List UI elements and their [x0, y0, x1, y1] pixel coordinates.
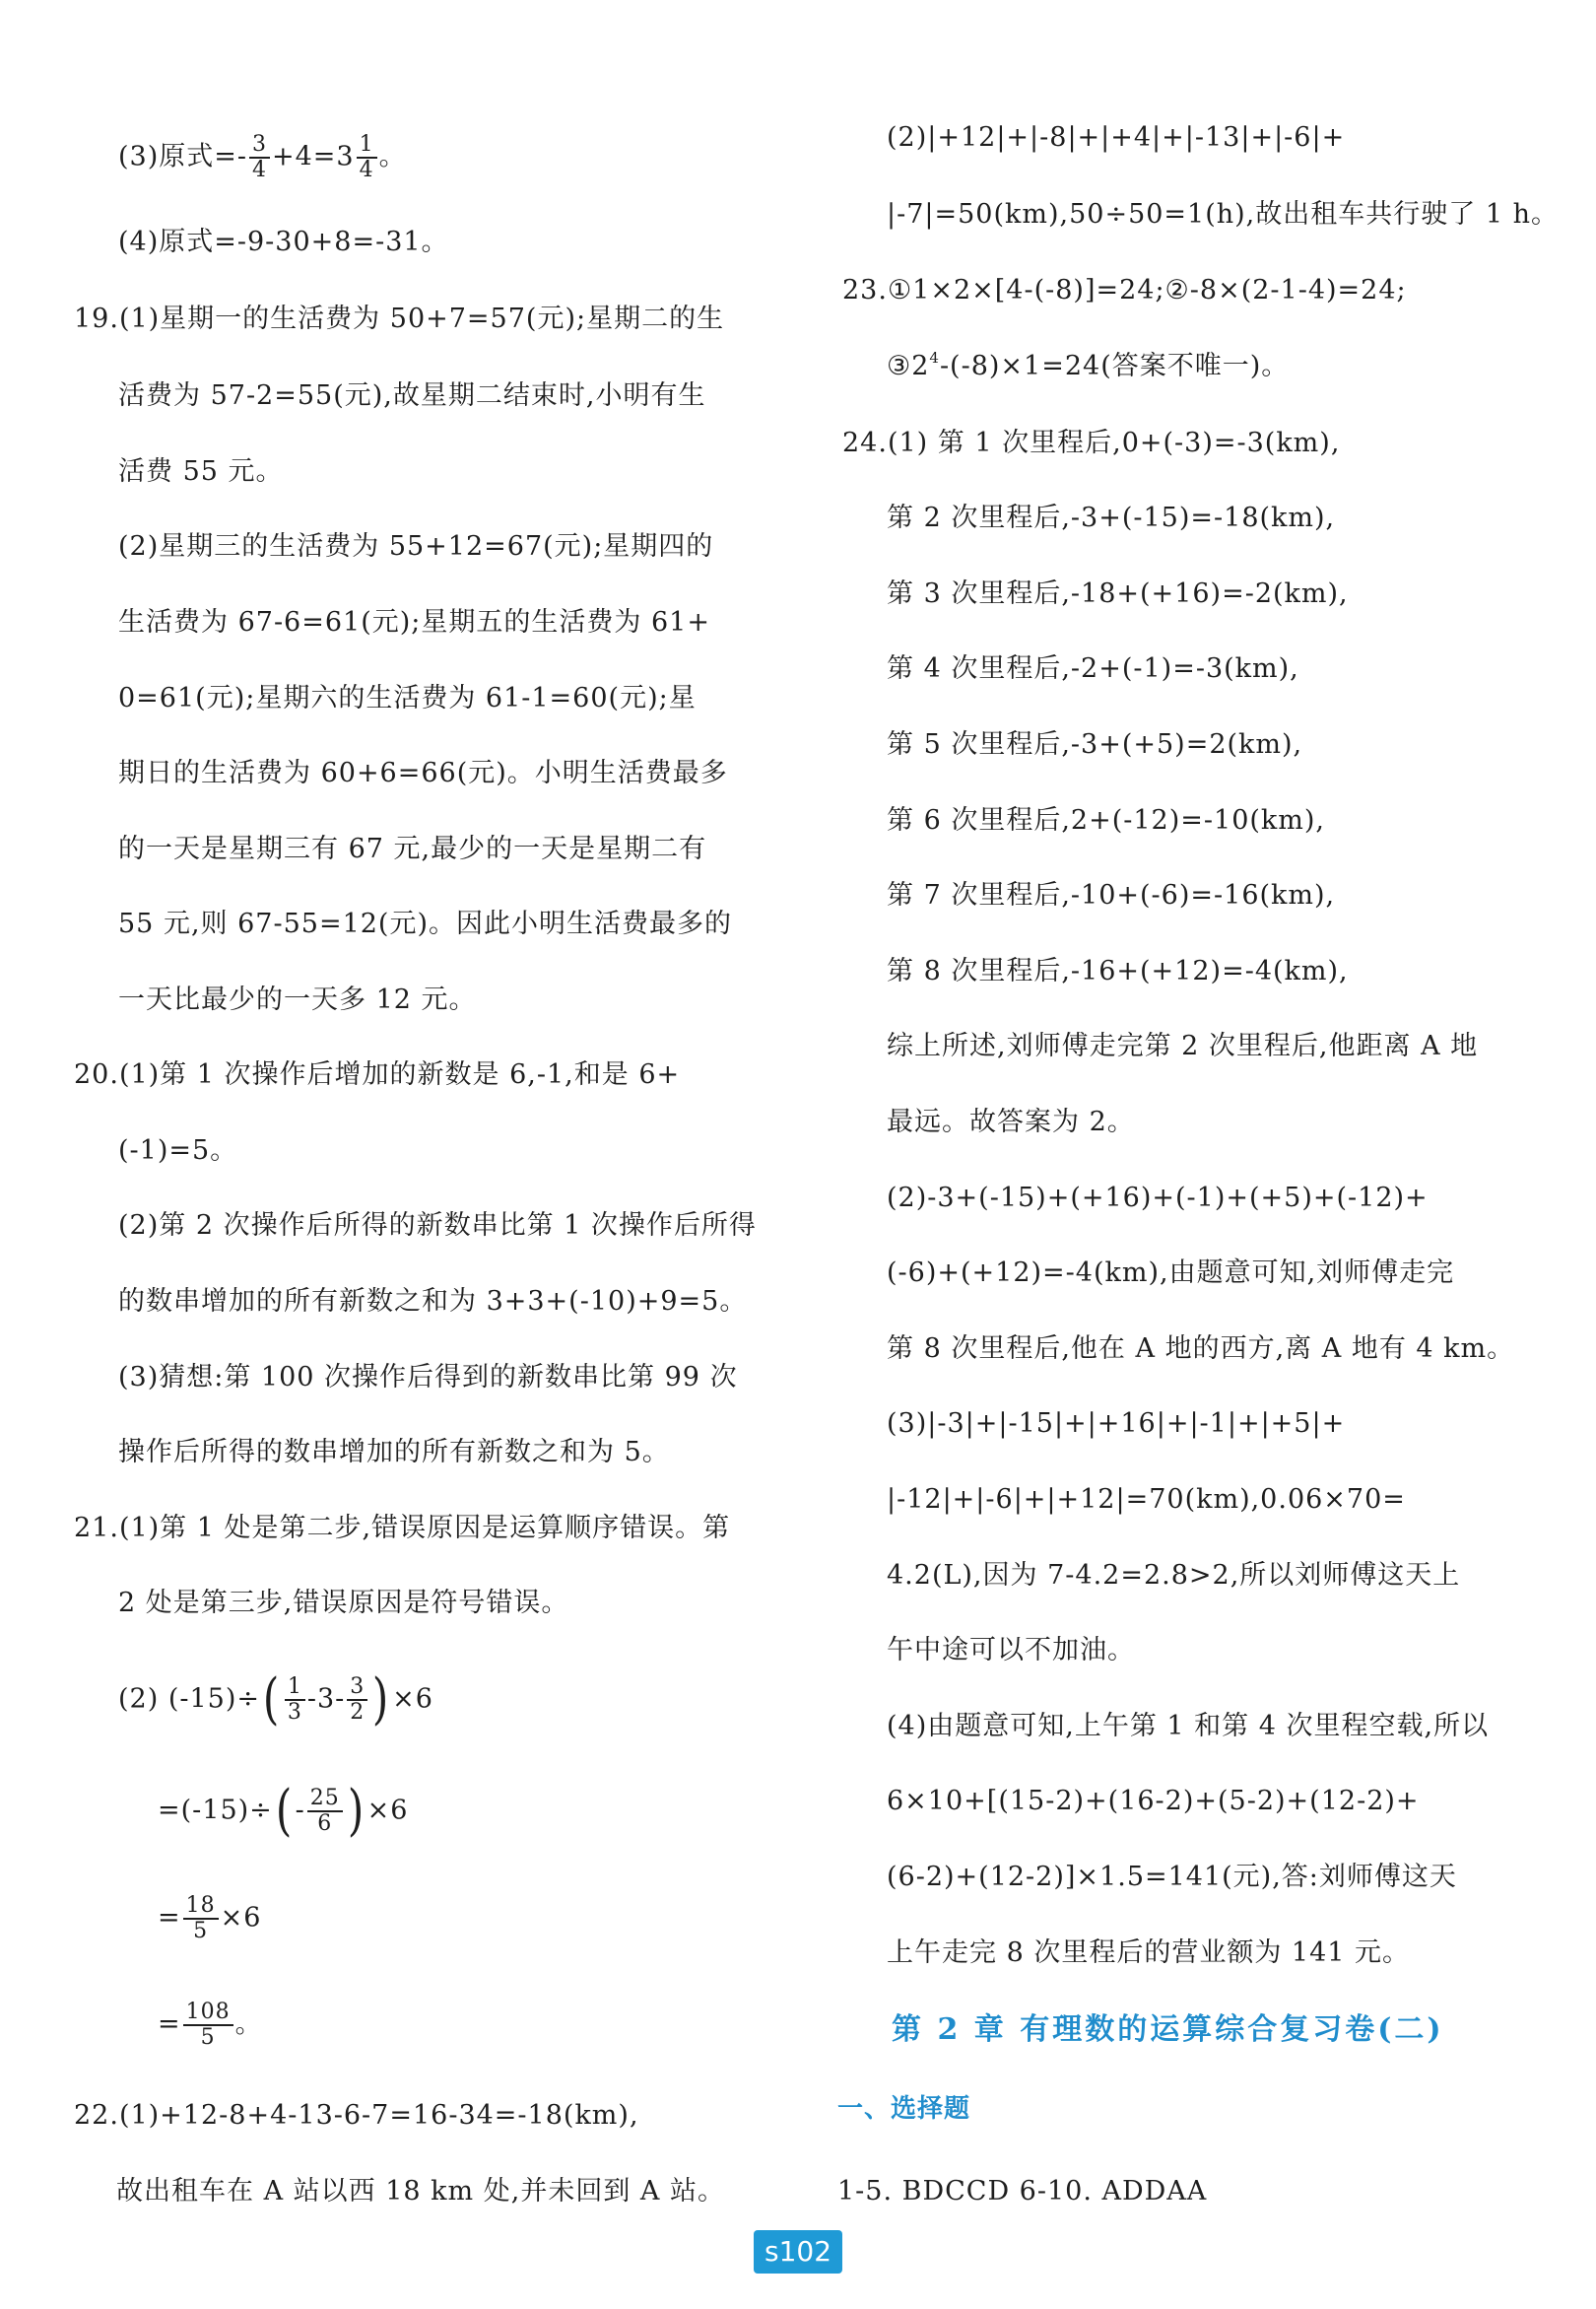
q24-line-15: |-12|+|-6|+|+12|=70(km),0.06×70= — [887, 1484, 1406, 1515]
fraction: $\frac{3}{2}$ — [347, 1675, 367, 1725]
q22-line-3: (2)|+12|+|-8|+|+4|+|-13|+|-6|+ — [887, 122, 1346, 153]
q18-4-line: (4)原式=-9-30+8=-31。 — [118, 227, 449, 257]
q23-line-2: $③2^4-(-8)\times 1=24$(答案不唯一)。 — [887, 349, 1290, 381]
q20-line-1: 20.(1)第 1 次操作后增加的新数是 6,-1,和是 6+ — [74, 1059, 681, 1090]
fraction: $\frac{1}{4}$ — [357, 133, 377, 182]
q24-line-13: 第 8 次里程后,他在 A 地的西方,离 A 地有 4 km。 — [887, 1333, 1515, 1364]
q20-line-3: (2)第 2 次操作后所得的新数串比第 1 次操作后所得 — [118, 1210, 757, 1241]
q22-line-4: |-7|=50(km),50÷50=1(h),故出租车共行驶了 1 h。 — [887, 199, 1559, 230]
fraction: $\frac{25}{6}$ — [307, 1787, 343, 1836]
fraction: $\frac{18}{5}$ — [183, 1894, 219, 1943]
q19-line-8: 的一天是星期三有 67 元,最少的一天是星期二有 — [118, 834, 707, 864]
q23-line-1: 23.①1×2×[4-(-8)]=24;②-8×(2-1-4)=24; — [842, 275, 1407, 306]
q24-line-21: 上午走完 8 次里程后的营业额为 141 元。 — [887, 1937, 1411, 1968]
q24-line-18: (4)由题意可知,上午第 1 和第 4 次里程空载,所以 — [887, 1711, 1490, 1741]
section-title: 第 2 章 有理数的运算综合复习卷(二) — [892, 2012, 1444, 2047]
q21-expr-1: (2) (-15)÷( $\frac{1}{3}$ -3- $\frac{3}{2}$ ) ×6 — [118, 1667, 433, 1732]
q18-3-line: (3)原式=- $\frac{3}{4}$ +4=3 $\frac{1}{4}$ 。 — [118, 132, 407, 182]
q24-line-3: 第 3 次里程后,-18+(+16)=-2(km), — [887, 578, 1349, 609]
q24-line-5: 第 5 次里程后,-3+(+5)=2(km), — [887, 729, 1303, 760]
q24-line-2: 第 2 次里程后,-3+(-15)=-18(km), — [887, 503, 1336, 533]
q21-expr-3: = $\frac{18}{5}$ ×6 — [158, 1893, 262, 1943]
q19-line-5: 生活费为 67-6=61(元);星期五的生活费为 61+ — [118, 607, 710, 638]
q21-line-1: 21.(1)第 1 处是第二步,错误原因是运算顺序错误。第 — [74, 1513, 731, 1543]
q19-line-10: 一天比最少的一天多 12 元。 — [118, 985, 477, 1015]
q24-line-14: (3)|-3|+|-15|+|+16|+|-1|+|+5|+ — [887, 1408, 1346, 1439]
q20-line-5: (3)猜想:第 100 次操作后得到的新数串比第 99 次 — [118, 1362, 738, 1392]
q20-line-6: 操作后所得的数串增加的所有新数之和为 5。 — [118, 1437, 670, 1467]
q19-line-4: (2)星期三的生活费为 55+12=67(元);星期四的 — [118, 531, 714, 562]
choice-answers: 1-5. BDCCD 6-10. ADDAA — [837, 2176, 1208, 2207]
q24-line-8: 第 8 次里程后,-16+(+12)=-4(km), — [887, 956, 1349, 986]
q24-line-11: (2)-3+(-15)+(+16)+(-1)+(+5)+(-12)+ — [887, 1183, 1429, 1213]
q20-line-4: 的数串增加的所有新数之和为 3+3+(-10)+9=5。 — [118, 1286, 748, 1317]
q21-expr-2: =(-15)÷( - $\frac{25}{6}$ ) ×6 — [158, 1779, 409, 1843]
q24-line-7: 第 7 次里程后,-10+(-6)=-16(km), — [887, 880, 1336, 911]
q24-line-1: 24.(1) 第 1 次里程后,0+(-3)=-3(km), — [842, 428, 1341, 458]
page-number: s102 — [754, 2230, 842, 2274]
q24-line-12: (-6)+(+12)=-4(km),由题意可知,刘师傅走完 — [887, 1257, 1455, 1288]
q19-line-6: 0=61(元);星期六的生活费为 61-1=60(元);星 — [118, 683, 697, 713]
q19-line-1: 19.(1)星期一的生活费为 50+7=57(元);星期二的生 — [74, 304, 725, 334]
q22-line-2: 故出租车在 A 站以西 18 km 处,并未回到 A 站。 — [116, 2176, 725, 2207]
q24-line-4: 第 4 次里程后,-2+(-1)=-3(km), — [887, 653, 1299, 684]
q20-line-2: (-1)=5。 — [118, 1135, 238, 1166]
fraction: $\frac{3}{4}$ — [249, 133, 270, 182]
fraction: $\frac{1}{3}$ — [285, 1675, 305, 1725]
q24-line-17: 午中途可以不加油。 — [887, 1635, 1135, 1665]
q19-line-2: 活费为 57-2=55(元),故星期二结束时,小明有生 — [118, 380, 706, 411]
q19-line-7: 期日的生活费为 60+6=66(元)。小明生活费最多 — [118, 758, 728, 788]
q24-line-20: (6-2)+(12-2)]×1.5=141(元),答:刘师傅这天 — [887, 1862, 1457, 1892]
q22-line-1: 22.(1)+12-8+4-13-6-7=16-34=-18(km), — [74, 2100, 639, 2131]
q24-line-16: 4.2(L),因为 7-4.2=2.8>2,所以刘师傅这天上 — [887, 1560, 1461, 1591]
fraction: $\frac{108}{5}$ — [183, 2001, 233, 2050]
q21-expr-4: = $\frac{108}{5}$ 。 — [158, 2000, 263, 2050]
subsection-title: 一、选择题 — [837, 2094, 971, 2124]
q21-line-2: 2 处是第三步,错误原因是符号错误。 — [118, 1588, 569, 1618]
q24-line-9: 综上所述,刘师傅走完第 2 次里程后,他距离 A 地 — [887, 1031, 1479, 1061]
q24-line-19: 6×10+[(15-2)+(16-2)+(5-2)+(12-2)+ — [887, 1786, 1420, 1816]
q19-line-9: 55 元,则 67-55=12(元)。因此小明生活费最多的 — [118, 909, 732, 939]
q19-line-3: 活费 55 元。 — [118, 456, 284, 487]
q24-line-10: 最远。故答案为 2。 — [887, 1107, 1135, 1137]
q24-line-6: 第 6 次里程后,2+(-12)=-10(km), — [887, 805, 1325, 836]
